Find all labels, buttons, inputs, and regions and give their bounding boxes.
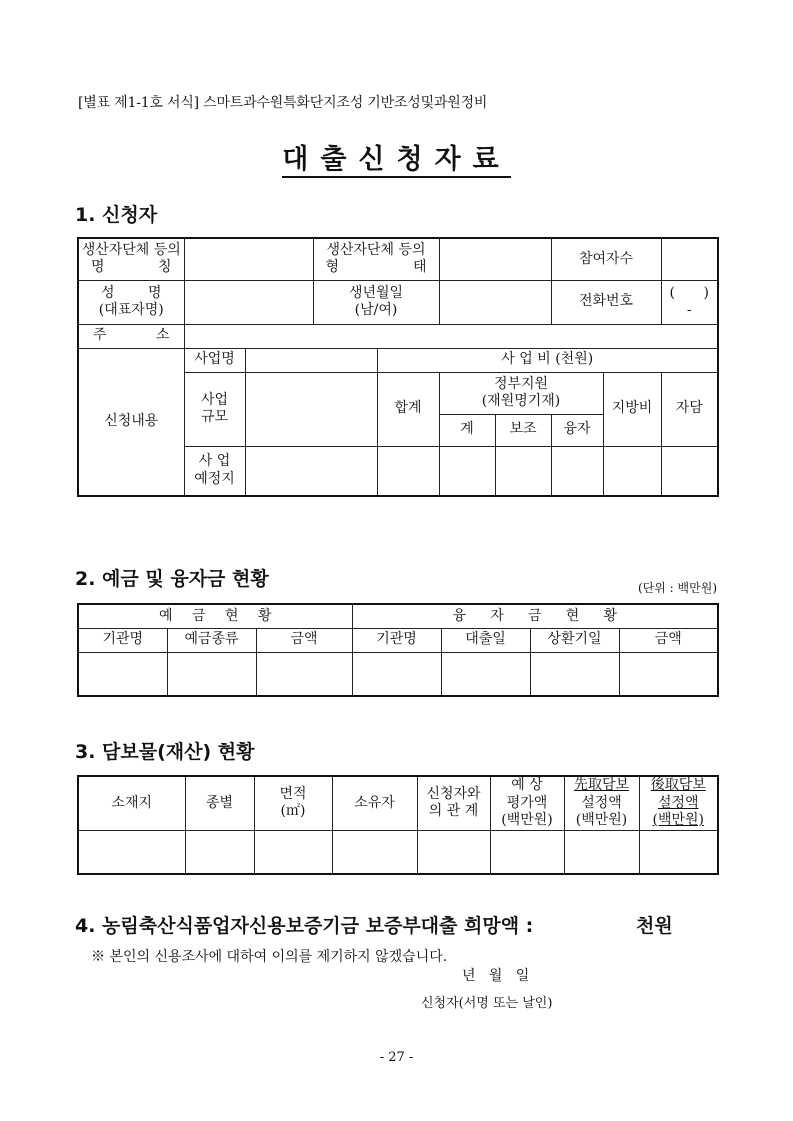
phone-label: 전화번호 — [551, 280, 661, 324]
col-area-line2: (㎡) — [280, 803, 306, 820]
scale-label-line1: 사업 — [200, 391, 229, 408]
hope-amount-unit: 천원 — [636, 915, 673, 937]
project-name-label: 사업명 — [184, 348, 245, 372]
site-total[interactable] — [377, 446, 439, 496]
group-name-label — [78, 238, 184, 280]
deposit-header-char: 금 — [191, 607, 206, 624]
unit-note: (단위 : 백만원) — [638, 581, 717, 595]
deposit-amount-cell[interactable] — [256, 652, 352, 696]
deposit-header-char: 예 — [159, 607, 173, 624]
project-name-value[interactable] — [245, 348, 377, 372]
col-deposit-institution: 기관명 — [78, 628, 167, 652]
address-label — [78, 324, 184, 348]
col-loan-amount: 금액 — [619, 628, 718, 652]
site-label-line1: 사 업 — [198, 453, 231, 470]
location-cell[interactable] — [78, 830, 185, 874]
col-appraisal-line3: (백만원) — [501, 812, 553, 828]
phone-dash: - — [686, 302, 692, 318]
col-loan-date: 대출일 — [441, 628, 530, 652]
group-name-label-line1: 생산자단체 등의 — [81, 241, 181, 258]
name-value[interactable] — [184, 280, 313, 324]
loan-amount-cell[interactable] — [619, 652, 718, 696]
name-label-b: 명 — [147, 284, 162, 301]
site-label-line2: 예정지 — [194, 470, 235, 487]
name-label-a: 성 — [101, 284, 115, 301]
scale-value[interactable] — [245, 372, 377, 446]
group-name-value[interactable] — [184, 238, 313, 280]
col-appraisal-line1: 예 상 — [511, 777, 543, 793]
document-title-text: 대출신청자료 — [282, 144, 511, 178]
group-type-label-a: 형 — [325, 259, 340, 276]
type-cell[interactable] — [185, 830, 254, 874]
appraisal-cell[interactable] — [490, 830, 564, 874]
post-lien-cell[interactable] — [639, 830, 718, 874]
sub-loan-label: 융자 — [551, 414, 603, 446]
birth-label-line2: (남/여) — [354, 302, 398, 318]
address-label-b: 소 — [155, 327, 170, 344]
request-label: 신청내용 — [78, 348, 184, 496]
group-type-value[interactable] — [439, 238, 551, 280]
col-area — [254, 776, 332, 830]
col-deposit-amount: 금액 — [256, 628, 352, 652]
col-prior-line2: 설정액 — [581, 794, 622, 811]
col-post-line2: 설정액 — [657, 794, 699, 811]
site-gov-total[interactable] — [439, 446, 495, 496]
address-value[interactable] — [184, 324, 718, 348]
col-relation-line1: 신청자와 — [426, 785, 481, 802]
sub-subsidy-label: 보조 — [495, 414, 551, 446]
name-label — [78, 280, 184, 324]
loan-header-char: 현 — [565, 607, 580, 624]
group-type-label-line1: 생산자단체 등의 — [326, 241, 426, 258]
group-name-label-a: 명 — [91, 259, 105, 276]
loan-status-header — [352, 604, 718, 628]
sub-total-label: 계 — [439, 414, 495, 446]
gov-support-label-line2: (재원명기재) — [481, 393, 561, 409]
col-appraisal — [490, 776, 564, 830]
site-local[interactable] — [603, 446, 661, 496]
participants-label: 참여자수 — [551, 238, 661, 280]
col-prior-lien — [564, 776, 639, 830]
group-name-label-b: 칭 — [157, 259, 172, 276]
page-number: - 27 - — [379, 1050, 414, 1065]
document-title — [0, 137, 793, 176]
phone-value[interactable] — [661, 280, 718, 324]
gov-support-label-line1: 정부지원 — [493, 375, 549, 392]
col-relation-line2: 의 관 계 — [428, 803, 479, 820]
deposit-header-char: 현 — [224, 607, 239, 624]
deposit-header-char: 황 — [257, 607, 272, 624]
scale-label-line2: 규모 — [200, 409, 229, 425]
loan-header-char: 자 — [490, 607, 504, 624]
loan-institution-cell[interactable] — [352, 652, 441, 696]
birth-label — [313, 280, 439, 324]
col-loan-institution: 기관명 — [352, 628, 441, 652]
local-label: 지방비 — [603, 372, 661, 446]
total-label: 합계 — [377, 372, 439, 446]
consent-statement: ※ 본인의 신용조사에 대하여 이의를 제기하지 않겠습니다. — [91, 949, 448, 965]
col-prior-line3: (백만원) — [575, 812, 628, 828]
col-post-line1: 後取담보 — [650, 777, 706, 793]
deposit-status-header — [78, 604, 352, 628]
deposit-type-cell[interactable] — [167, 652, 256, 696]
self-label: 자담 — [661, 372, 718, 446]
col-post-line3: (백만원) — [652, 812, 704, 828]
project-cost-label: 사 업 비 (천원) — [377, 348, 718, 372]
phone-paren-open: ( — [669, 284, 675, 301]
col-relation — [417, 776, 490, 830]
loan-header-char: 금 — [528, 607, 542, 624]
scale-label — [184, 372, 245, 446]
col-deposit-type: 예금종류 — [167, 628, 256, 652]
section4-heading: 4. 농림축산식품업자신용보증기금 보증부대출 희망액 : — [75, 915, 534, 937]
col-owner: 소유자 — [332, 776, 417, 830]
loan-header-char: 융 — [452, 607, 467, 624]
site-loan[interactable] — [551, 446, 603, 496]
group-type-label-b: 태 — [412, 259, 427, 276]
date-line: 년 월 일 — [462, 968, 530, 984]
col-area-line1: 면적 — [279, 785, 307, 802]
col-post-lien — [639, 776, 718, 830]
col-prior-line1: 先取담보 — [573, 777, 630, 793]
col-repayment-date: 상환기일 — [530, 628, 619, 652]
phone-paren-close: ) — [703, 284, 710, 301]
signature-line: 신청자(서명 또는 날인) — [421, 996, 553, 1011]
participants-value[interactable] — [661, 238, 718, 280]
birth-value[interactable] — [439, 280, 551, 324]
area-cell[interactable] — [254, 830, 332, 874]
relation-cell[interactable] — [417, 830, 490, 874]
loan-header-char: 황 — [603, 607, 618, 624]
site-value[interactable] — [245, 446, 377, 496]
site-subsidy[interactable] — [495, 446, 551, 496]
section3-heading: 3. 담보물(재산) 현황 — [75, 741, 255, 763]
applicant-table — [77, 237, 719, 497]
owner-cell[interactable] — [332, 830, 417, 874]
address-label-a: 주 — [93, 327, 107, 344]
group-type-label — [313, 238, 439, 280]
collateral-table — [77, 775, 719, 875]
gov-support-label — [439, 372, 603, 414]
col-location: 소재지 — [78, 776, 185, 830]
form-label: [별표 제1-1호 서식] 스마트과수원특화단지조성 기반조성및과원정비 — [78, 95, 488, 111]
col-appraisal-line2: 평가액 — [506, 794, 548, 811]
section1-heading: 1. 신청자 — [75, 204, 158, 226]
deposit-loan-table — [77, 603, 719, 697]
site-label — [184, 446, 245, 496]
col-type: 종별 — [185, 776, 254, 830]
prior-lien-cell[interactable] — [564, 830, 639, 874]
repayment-date-cell[interactable] — [530, 652, 619, 696]
birth-label-line1: 생년월일 — [348, 284, 404, 301]
loan-date-cell[interactable] — [441, 652, 530, 696]
site-self[interactable] — [661, 446, 718, 496]
deposit-institution-cell[interactable] — [78, 652, 167, 696]
section2-heading: 2. 예금 및 융자금 현황 — [75, 568, 269, 590]
name-label-line2: (대표자명) — [98, 302, 164, 318]
